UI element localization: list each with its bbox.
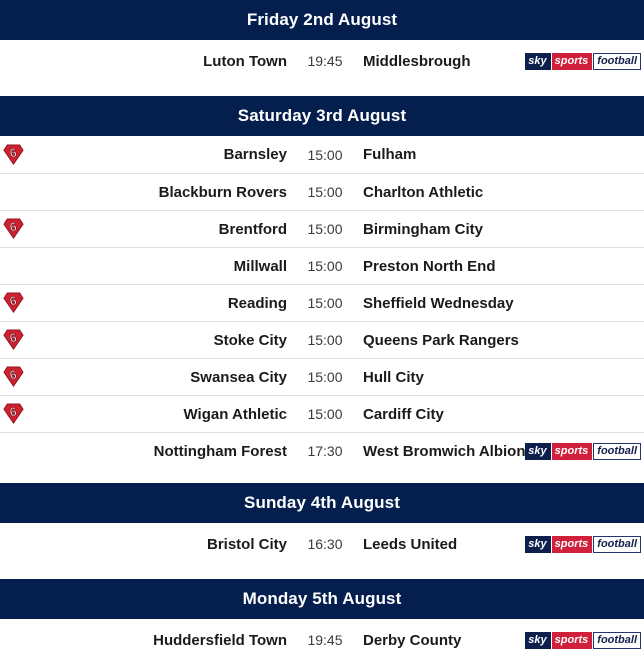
kickoff-time: 15:00 — [307, 184, 343, 200]
badge-sky: sky — [525, 53, 550, 70]
fixture-row[interactable] — [0, 358, 644, 395]
home-team: Swansea City — [190, 368, 287, 386]
fixture-row[interactable] — [0, 173, 644, 210]
away-team: West Bromwich Albion — [363, 442, 526, 460]
super6-icon — [3, 292, 24, 313]
kickoff-time: 15:00 — [307, 369, 343, 385]
badge-sports: sports — [552, 53, 593, 70]
fixture-row[interactable] — [0, 210, 644, 247]
super6-icon — [3, 366, 24, 387]
badge-football: football — [593, 53, 641, 70]
fixture-row[interactable] — [0, 432, 644, 469]
home-team: Nottingham Forest — [153, 442, 287, 460]
date-section — [0, 96, 644, 483]
away-team: Preston North End — [363, 257, 496, 275]
svg-text:6: 6 — [8, 404, 18, 420]
away-team: Queens Park Rangers — [363, 331, 519, 349]
badge-sky: sky — [525, 632, 550, 649]
svg-text:6: 6 — [8, 330, 18, 346]
super6-icon — [3, 403, 24, 424]
date-header — [0, 579, 644, 619]
super6-icon — [3, 218, 24, 239]
kickoff-time: 15:00 — [307, 295, 343, 311]
fixture-row[interactable] — [0, 321, 644, 358]
fixture-row[interactable] — [0, 395, 644, 432]
home-team: Blackburn Rovers — [158, 183, 287, 201]
date-header — [0, 483, 644, 523]
svg-text:6: 6 — [8, 293, 18, 309]
away-team: Cardiff City — [363, 405, 444, 423]
date-label: Saturday 3rd August — [237, 106, 407, 125]
badge-football: football — [593, 443, 641, 460]
away-team: Derby County — [363, 631, 462, 649]
kickoff-time: 15:00 — [307, 258, 343, 274]
kickoff-time: 19:45 — [307, 53, 343, 69]
svg-text:6: 6 — [8, 144, 18, 160]
away-team: Middlesbrough — [363, 52, 471, 70]
away-team: Hull City — [363, 368, 424, 386]
sky-sports-football-badge — [525, 536, 641, 553]
badge-sports: sports — [552, 536, 593, 553]
sky-sports-football-badge — [525, 632, 641, 649]
away-team: Leeds United — [363, 535, 458, 553]
kickoff-time: 15:00 — [307, 332, 343, 348]
home-team: Brentford — [218, 220, 287, 238]
badge-sports: sports — [552, 632, 593, 649]
badge-sky: sky — [525, 443, 550, 460]
date-label: Sunday 4th August — [244, 493, 400, 512]
sky-sports-football-badge — [525, 53, 641, 70]
fixture-row[interactable] — [0, 247, 644, 284]
home-team: Millwall — [233, 257, 287, 275]
badge-football: football — [593, 536, 641, 553]
kickoff-time: 15:00 — [307, 221, 343, 237]
svg-text:6: 6 — [8, 367, 18, 383]
badge-football: football — [593, 632, 641, 649]
home-team: Huddersfield Town — [153, 631, 287, 649]
fixture-row[interactable] — [0, 523, 644, 565]
away-team: Sheffield Wednesday — [363, 294, 514, 312]
home-team: Reading — [227, 294, 287, 312]
kickoff-time: 16:30 — [307, 536, 343, 552]
kickoff-time: 15:00 — [307, 406, 343, 422]
home-team: Wigan Athletic — [183, 405, 287, 423]
home-team: Barnsley — [223, 146, 287, 163]
kickoff-time: 19:45 — [307, 632, 343, 648]
date-label: Monday 5th August — [242, 589, 402, 608]
kickoff-time: 17:30 — [307, 443, 343, 459]
fixture-row[interactable] — [0, 136, 644, 173]
away-team: Birmingham City — [363, 220, 484, 238]
badge-sky: sky — [525, 536, 550, 553]
home-team: Stoke City — [213, 331, 287, 349]
super6-icon — [3, 144, 24, 165]
away-team: Fulham — [363, 146, 417, 163]
away-team: Charlton Athletic — [363, 183, 484, 201]
kickoff-time: 15:00 — [307, 146, 343, 163]
badge-sports: sports — [552, 443, 593, 460]
super6-icon — [3, 329, 24, 350]
date-header — [0, 0, 644, 40]
svg-text:6: 6 — [8, 219, 18, 235]
fixture-row[interactable] — [0, 40, 644, 82]
home-team: Bristol City — [206, 535, 287, 553]
fixture-row[interactable] — [0, 619, 644, 661]
home-team: Luton Town — [203, 52, 287, 70]
date-section — [0, 0, 644, 96]
date-section — [0, 483, 644, 579]
fixture-row[interactable] — [0, 284, 644, 321]
date-label: Friday 2nd August — [246, 10, 398, 29]
sky-sports-football-badge — [525, 443, 641, 460]
date-header — [0, 96, 644, 136]
date-section — [0, 579, 644, 661]
